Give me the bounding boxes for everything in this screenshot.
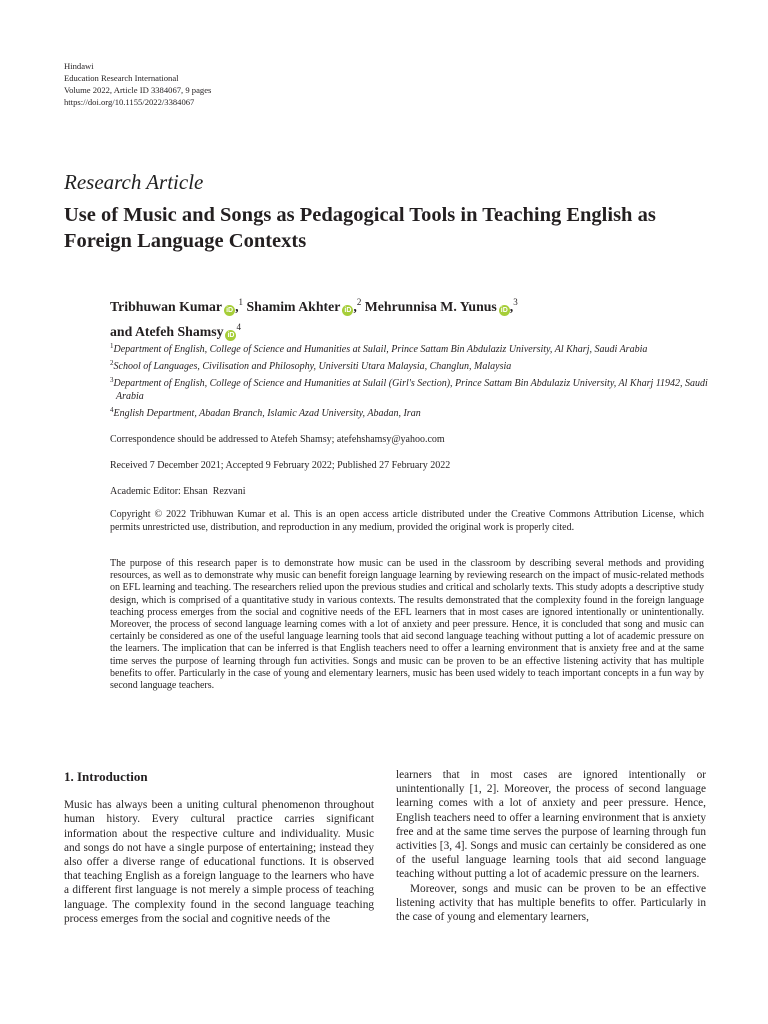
author-separator: , — [353, 299, 357, 314]
article-type: Research Article — [64, 170, 204, 194]
affiliations — [110, 340, 710, 421]
orcid-icon[interactable]: iD — [226, 307, 234, 314]
author-name[interactable]: Atefeh Shamsy — [134, 324, 224, 339]
affiliation-item: $^4$English Department, Abadan Branch, Islamic Azad University, Abadan, Iran — [110, 406, 421, 419]
orcid-icon[interactable]: iD — [500, 307, 508, 314]
journal-name: Education Research International — [64, 73, 179, 83]
affiliation-item: $^3$Department of English, College of Science and Humanities at Sulail (Girl's Section), Prince Sattam Bin Abdulaziz University, Al Kharj 11942, Saudi Arabia — [110, 376, 708, 402]
author-name[interactable]: Mehrunnisa M. Yunus — [364, 299, 497, 314]
body-column-right — [396, 768, 706, 924]
author-affiliation-sup: 1 — [238, 297, 244, 307]
author-separator: , — [509, 299, 514, 314]
section-heading: 1. Introduction — [64, 769, 148, 784]
orcid-icon[interactable]: iD — [227, 332, 235, 339]
body-paragraph: Moreover, songs and music can be proven to be an effective listening activity that has multiple benefits to offer. Particularly in the case of young and elementary learners, — [396, 882, 706, 924]
affiliation-item: $^2$School of Languages, Civilisation and Philosophy, Universiti Utara Malaysia, Changlun, Malaysia — [110, 359, 512, 372]
correspondence-line: Correspondence should be addressed to Atefeh Shamsy; atefehshamsy@yahoo.com — [110, 434, 445, 445]
author-name[interactable]: Tribhuwan Kumar — [110, 299, 223, 314]
paper-title: Use of Music and Songs as Pedagogical Tools in Teaching English as Foreign Language Contexts — [64, 204, 656, 252]
orcid-icon[interactable]: iD — [344, 307, 352, 314]
body-paragraph: learners that in most cases are ignored intentionally or unintentionally [1, 2]. Moreover, the process of second language learning comes with a lot of anxiety and peer pressure. Hence, English teachers need to offer a learning environment that is anxiety free and at the same time serves the purpose of learning through fun activities [3, 4]. Songs and music can certainly be considered as one of the useful language learning tools that aid second language teaching without putting a lot of academic pressure on the learners. — [396, 769, 706, 881]
body-column-left — [64, 770, 374, 926]
author-list — [110, 292, 710, 342]
author-separator: , — [235, 299, 239, 314]
journal-header — [64, 60, 211, 108]
copyright-notice: Copyright © 2022 Tribhuwan Kumar et al. This is an open access article distributed under the Creative Commons Attribution License, which permits unrestricted use, distribution, and reproduction in any medium, provided the original work is properly cited. — [110, 509, 704, 533]
author-affiliation-sup: 4 — [236, 322, 241, 332]
affiliation-item: $^1$Department of English, College of Science and Humanities at Sulail, Prince Sattam Bin Abdulaziz University, Al Kharj, Saudi Arabia — [110, 342, 648, 355]
volume-line: Volume 2022, Article ID 3384067, 9 pages — [64, 85, 212, 95]
publisher-name: Hindawi — [64, 61, 94, 71]
author-affiliation-sup: 3 — [513, 297, 518, 307]
author-conjunction: and — [110, 324, 133, 339]
author-name[interactable]: Shamim Akhter — [246, 299, 341, 314]
dates-line: Received 7 December 2021; Accepted 9 February 2022; Published 27 February 2022 — [110, 460, 451, 471]
academic-editor-line: Academic Editor: Ehsan Rezvani — [110, 486, 246, 497]
author-affiliation-sup: 2 — [356, 297, 362, 307]
body-paragraph: Music has always been a uniting cultural phenomenon throughout human history. Every cultural practice carries significant information about the respective culture and individuality. Music and songs do not have a single purpose of entertaining; instead they also offer a diverse range of educational functions. It is observed that teaching English as a foreign language to the learners who have a different first language is not merely a simple process of teaching language. The complexity found in the second language teaching process emerges from the social and cognitive needs of the — [64, 799, 374, 925]
doi-link[interactable]: https://doi.org/10.1155/2022/3384067 — [64, 97, 195, 107]
abstract-text: The purpose of this research paper is to demonstrate how music can be used in the classroom by describing several methods and providing resources, as well as to demonstrate why music can benefit foreign language learning by reviewing research on the impact of music-related methods on EFL learning and teaching. The researchers relied upon the previous studies and critical and scholarly texts. This study adopts a descriptive study design, which is comprised of a quantitative study in various contexts. The results demonstrated that the complexity found in the foreign language teaching process emerges from the social and cognitive needs of the EFL learners that in most cases are ignored intentionally or unintentionally. Moreover, the process of second language learning comes with a lot of anxiety and peer pressure. Hence, it is concluded that song and music can certainly be considered as one of the useful language learning tools that aid second language teaching without putting a lot of academic pressure on the learners. The implication that can be inferred is that English teachers need to offer a learning environment that is anxiety free and at the same time serves the purpose of learning through fun activities. Songs and music can be proven to be an effective listening activity that has multiple benefits to offer. Particularly in the case of young and elementary learners, music has been used widely to teach important concepts in a fun way by second language teachers. — [110, 558, 704, 692]
